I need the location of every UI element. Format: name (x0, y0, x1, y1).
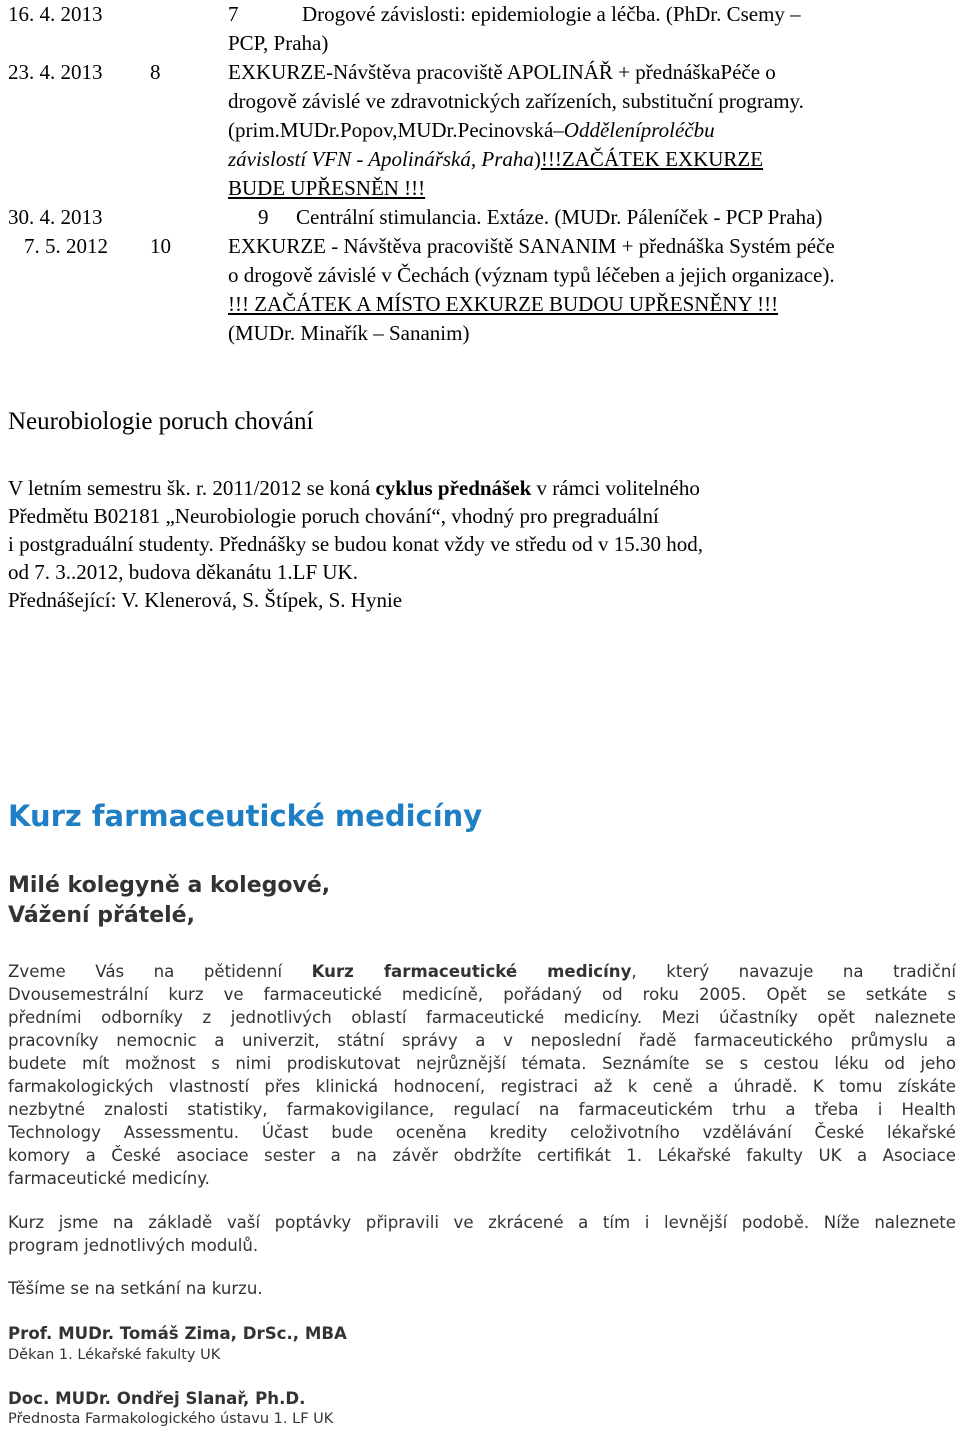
schedule-text: BUDE UPŘESNĚN !!! (228, 176, 426, 200)
schedule-text: závislostí VFN - Apolinářská, Praha)!!!ZAČÁTEK EXKURZE (228, 147, 764, 171)
schedule-text: Drogové závislosti: epidemiologie a léčba. (PhDr. Csemy – (302, 2, 801, 26)
course-invitation-paragraph (8, 960, 956, 1190)
paragraph-line: předními odborníky z jednotlivých oblastí farmaceutické medicíny. Mezi účastníky opět naleznete (8, 1008, 956, 1027)
schedule-text: PCP, Praha) (228, 31, 329, 55)
paragraph-line: program jednotlivých modulů. (8, 1236, 259, 1255)
course-heading: Kurz farmaceutické medicíny (8, 799, 483, 833)
paragraph-line: budete mít možnost s nimi prodiskutovat nejrůznější témata. Seznámíte se s cestou léku od jeho (8, 1054, 956, 1073)
schedule-number: 10 (150, 234, 171, 258)
greeting-line: Milé kolegyně a kolegové, (8, 873, 331, 898)
signatory-role: Přednosta Farmakologického ústavu 1. LF UK (8, 1411, 334, 1427)
schedule-number: 9 (258, 205, 269, 229)
paragraph-line: Kurz jsme na základě vaší poptávky připravili ve zkrácené a tím i levnější podobě. Níže naleznete (8, 1213, 956, 1232)
paragraph-line: Zveme Vás na pětidenní Kurz farmaceutické medicíny, který navazuje na tradiční (8, 962, 956, 981)
schedule-date: 30. 4. 2013 (8, 205, 103, 229)
schedule-number: 7 (228, 2, 239, 26)
schedule-text: EXKURZE - Návštěva pracoviště SANANIM + přednáška Systém péče (228, 234, 835, 258)
closing-line: Těšíme se na setkání na kurzu. (8, 1279, 263, 1298)
neurobiology-text: Přednášející: V. Klenerová, S. Štípek, S. Hynie (8, 588, 403, 612)
schedule-text: drogově závislé ve zdravotnických zařízeních, substituční programy. (228, 89, 804, 113)
signatory-name: Doc. MUDr. Ondřej Slanař, Ph.D. (8, 1389, 306, 1408)
paragraph-line: farmakologických vlastností přes klinická hodnocení, registraci až k ceně a úhradě. K tomu získáte (8, 1077, 956, 1096)
neurobiology-text: V letním semestru šk. r. 2011/2012 se koná cyklus přednášek v rámci volitelného (8, 476, 700, 500)
schedule-date: 7. 5. 2012 (24, 234, 108, 258)
schedule-date: 16. 4. 2013 (8, 2, 103, 26)
schedule-date: 23. 4. 2013 (8, 60, 103, 84)
neurobiology-text: od 7. 3..2012, budova děkanátu 1.LF UK. (8, 560, 358, 584)
paragraph-line: Dvousemestrální kurz ve farmaceutické medicíně, pořádaný od roku 2005. Opět se setkáte s (8, 985, 956, 1004)
neurobiology-text: Předmětu B02181 „Neurobiologie poruch chování“, vhodný pro pregraduální (8, 504, 659, 528)
schedule-text: (prim.MUDr.Popov,MUDr.Pecinovská–Odděleníproléčbu (228, 118, 715, 142)
neurobiology-heading: Neurobiologie poruch chování (8, 408, 314, 435)
schedule-text: (MUDr. Minařík – Sananim) (228, 321, 470, 345)
schedule-text: !!! ZAČÁTEK A MÍSTO EXKURZE BUDOU UPŘESNĚNY !!! (228, 292, 779, 316)
signatory-role: Děkan 1. Lékařské fakulty UK (8, 1347, 221, 1363)
greeting-line: Vážení přátelé, (8, 903, 195, 928)
paragraph-line: Technology Assessmentu. Účast bude oceněna kredity celoživotního vzdělávání České lékařské (8, 1123, 956, 1142)
paragraph-line: farmaceutické medicíny. (8, 1169, 210, 1188)
paragraph-line: nezbytné znalosti statistiky, farmakovigilance, regulací na farmaceutickém trhu a třeba i Health (8, 1100, 956, 1119)
schedule-text: EXKURZE-Návštěva pracoviště APOLINÁŘ + přednáškaPéče o (228, 60, 776, 84)
paragraph-line: komory a České asociace sester a na závěr obdržíte certifikát 1. Lékařské fakulty UK a Asociace (8, 1146, 956, 1165)
course-format-paragraph (8, 1211, 956, 1257)
neurobiology-text: i postgraduální studenty. Přednášky se budou konat vždy ve středu od v 15.30 hod, (8, 532, 704, 556)
paragraph-line: pracovníky nemocnic a univerzit, státní správy a v neposlední řadě farmaceutického průmyslu a (8, 1031, 956, 1050)
schedule-text: Centrální stimulancia. Extáze. (MUDr. Páleníček - PCP Praha) (296, 205, 823, 229)
signatory-name: Prof. MUDr. Tomáš Zima, DrSc., MBA (8, 1324, 347, 1343)
schedule-number: 8 (150, 60, 161, 84)
schedule-text: o drogově závislé v Čechách (význam typů léčeben a jejich organizace). (228, 263, 835, 287)
